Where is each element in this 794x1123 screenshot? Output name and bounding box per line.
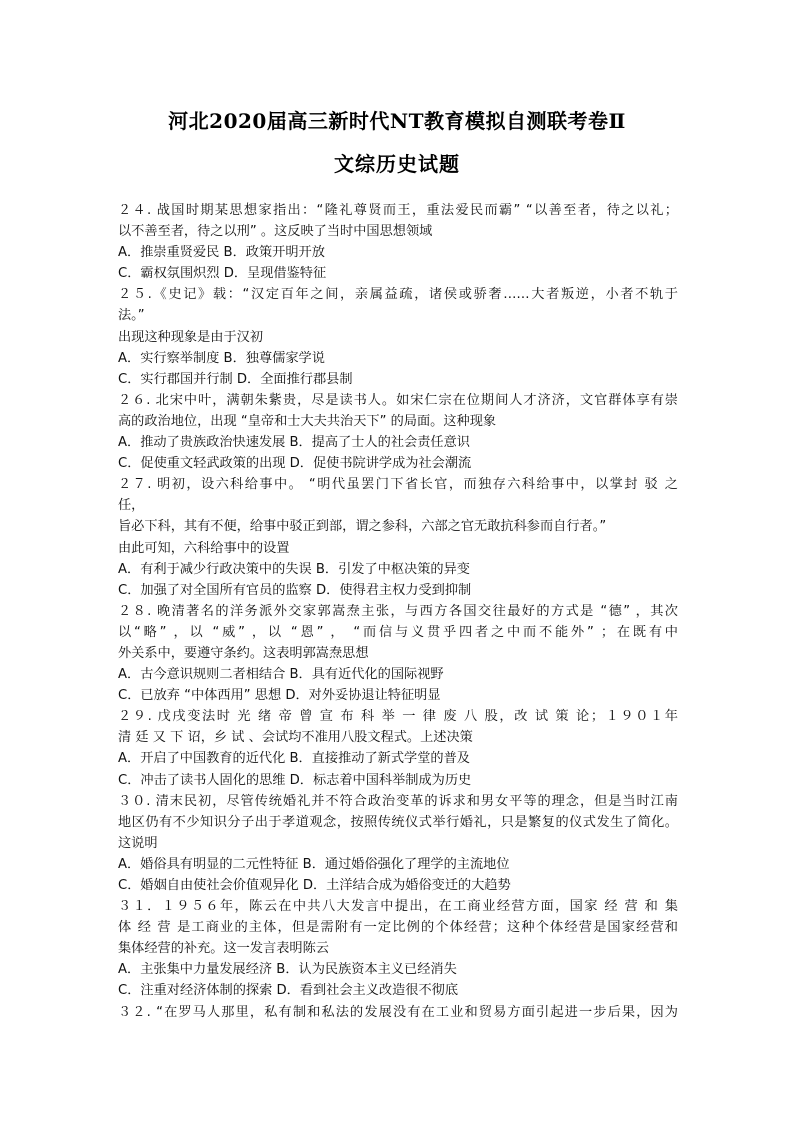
text-line: 这说明: [118, 835, 158, 851]
document-title: 河北2020届高三新时代NT教育模拟自测联考卷Ⅱ: [168, 109, 626, 133]
text-line: 外关系中，要遵守条约。这表明郭嵩焘思想: [118, 645, 369, 661]
text-line: 地区仍有不少知识分子出于孝道观念，按照传统仪式举行婚礼，只是繁复的仪式发生了简化。: [118, 814, 678, 830]
answer-options: C．加强了对全国所有官员的监察 D．使得君主权力受到抑制: [118, 582, 472, 598]
text-line: ２６. 北宋中叶，满朝朱紫贵，尽是读书人。如宋仁宗在位期间人才济济，文官群体享有崇: [118, 392, 678, 408]
text-line: ３１．１９５６年，陈云在中共八大发言中提出，在工商业经营方面，国家 经 营 和 集: [118, 899, 678, 915]
text-line: 任，: [118, 498, 145, 514]
answer-options: A．推崇重贤爱民 B．政策开明开放: [118, 245, 325, 261]
answer-options: C．实行郡国并行制 D．全面推行郡县制: [118, 371, 353, 387]
text-line: 清 廷 又 下 诏，乡 试 、会试均不准用八股文程式。上述决策: [118, 730, 473, 746]
text-line: 高的政治地位，出现 “皇帝和士大夫共治天下” 的局面。这种现象: [118, 413, 497, 429]
text-line: ２８. 晚清著名的洋务派外交家郭嵩焘主张，与西方各国交往最好的方式是 “德” ，其次: [118, 603, 678, 619]
text-line: 集体经营的补充。这一发言表明陈云: [118, 941, 329, 957]
answer-options: A．实行察举制度 B．独尊儒家学说: [118, 350, 325, 366]
answer-options: A．开启了中国教育的近代化 B．直接推动了新式学堂的普及: [118, 751, 470, 767]
text-line: 法。”: [118, 308, 145, 324]
answer-options: A．婚俗具有明显的二元性特征 B．通过婚俗强化了理学的主流地位: [118, 856, 510, 872]
document-body: [118, 200, 678, 1023]
text-line: ２７. 明初，设六科给事中。 “明代虽罢门下省长官，而独存六科给事中，以掌封 驳 之: [118, 477, 678, 493]
answer-options: C．霸权氛围炽烈 D．呈现借鉴特征: [118, 266, 327, 282]
text-line: 出现这种现象是由于汉初: [118, 329, 264, 345]
text-line: 旨必下科，其有不便，给事中驳正到部，谓之参科，六部之官无敢抗科参而自行者。”: [118, 519, 607, 535]
text-line: ２９. 戊戌变法时 光 绪 帝 曾 宣 布 科 举 一 律 废 八 股，改 试 策 论；１９０１年: [118, 709, 678, 725]
answer-options: A．推动了贵族政治快速发展 B．提高了士人的社会责任意识: [118, 435, 470, 451]
answer-options: C．婚姻自由使社会价值观异化 D．土洋结合成为婚俗变迁的大趋势: [118, 878, 511, 893]
answer-options: A．有利于减少行政决策中的失误 B．引发了中枢决策的异变: [118, 561, 470, 577]
text-line: ２４. 战国时期某思想家指出：“隆礼尊贤而王，重法爱民而霸” “以善至者，待之以礼；: [118, 203, 678, 218]
text-line: 由此可知，六科给事中的设置: [118, 540, 290, 556]
answer-options: A．古今意识规则二者相结合 B．具有近代化的国际视野: [118, 667, 444, 683]
text-line: ２５.《史记》载：“汉定百年之间，亲属益疏，诸侯或骄奢……大者叛逆，小者不轨于: [118, 287, 678, 303]
answer-options: C．冲击了读书人固化的思维 D．标志着中国科举制成为历史: [118, 772, 472, 788]
text-line: 以“略” ，以 “威” ，以 “恩” ， “而信与义贯乎四者之中而不能外” ；在既有中: [118, 624, 678, 640]
text-line: ３２. “在罗马人那里，私有制和私法的发展没有在工业和贸易方面引起进一步后果，因为: [118, 1004, 678, 1020]
text-line: ３０. 清末民初，尽管传统婚礼并不符合政治变革的诉求和男女平等的理念，但是当时江南: [118, 793, 678, 809]
document-subtitle: 文综历史试题: [334, 152, 460, 176]
text-line: 体 经 营 是工商业的主体，但是需附有一定比例的个体经营；这种个体经营是国家经营和: [118, 920, 678, 936]
answer-options: C．注重对经济体制的探索 D．看到社会主义改造很不彻底: [118, 983, 459, 999]
answer-options: C．已放弃 “中体西用” 思想 D．对外妥协退让特征明显: [118, 688, 441, 704]
text-line: 以不善至者，待之以刑” 。这反映了当时中国思想领域: [118, 224, 433, 240]
answer-options: C．促使重文轻武政策的出现 D．促使书院讲学成为社会潮流: [118, 456, 472, 472]
answer-options: A．主张集中力量发展经济 B．认为民族资本主义已经消失: [118, 962, 457, 978]
